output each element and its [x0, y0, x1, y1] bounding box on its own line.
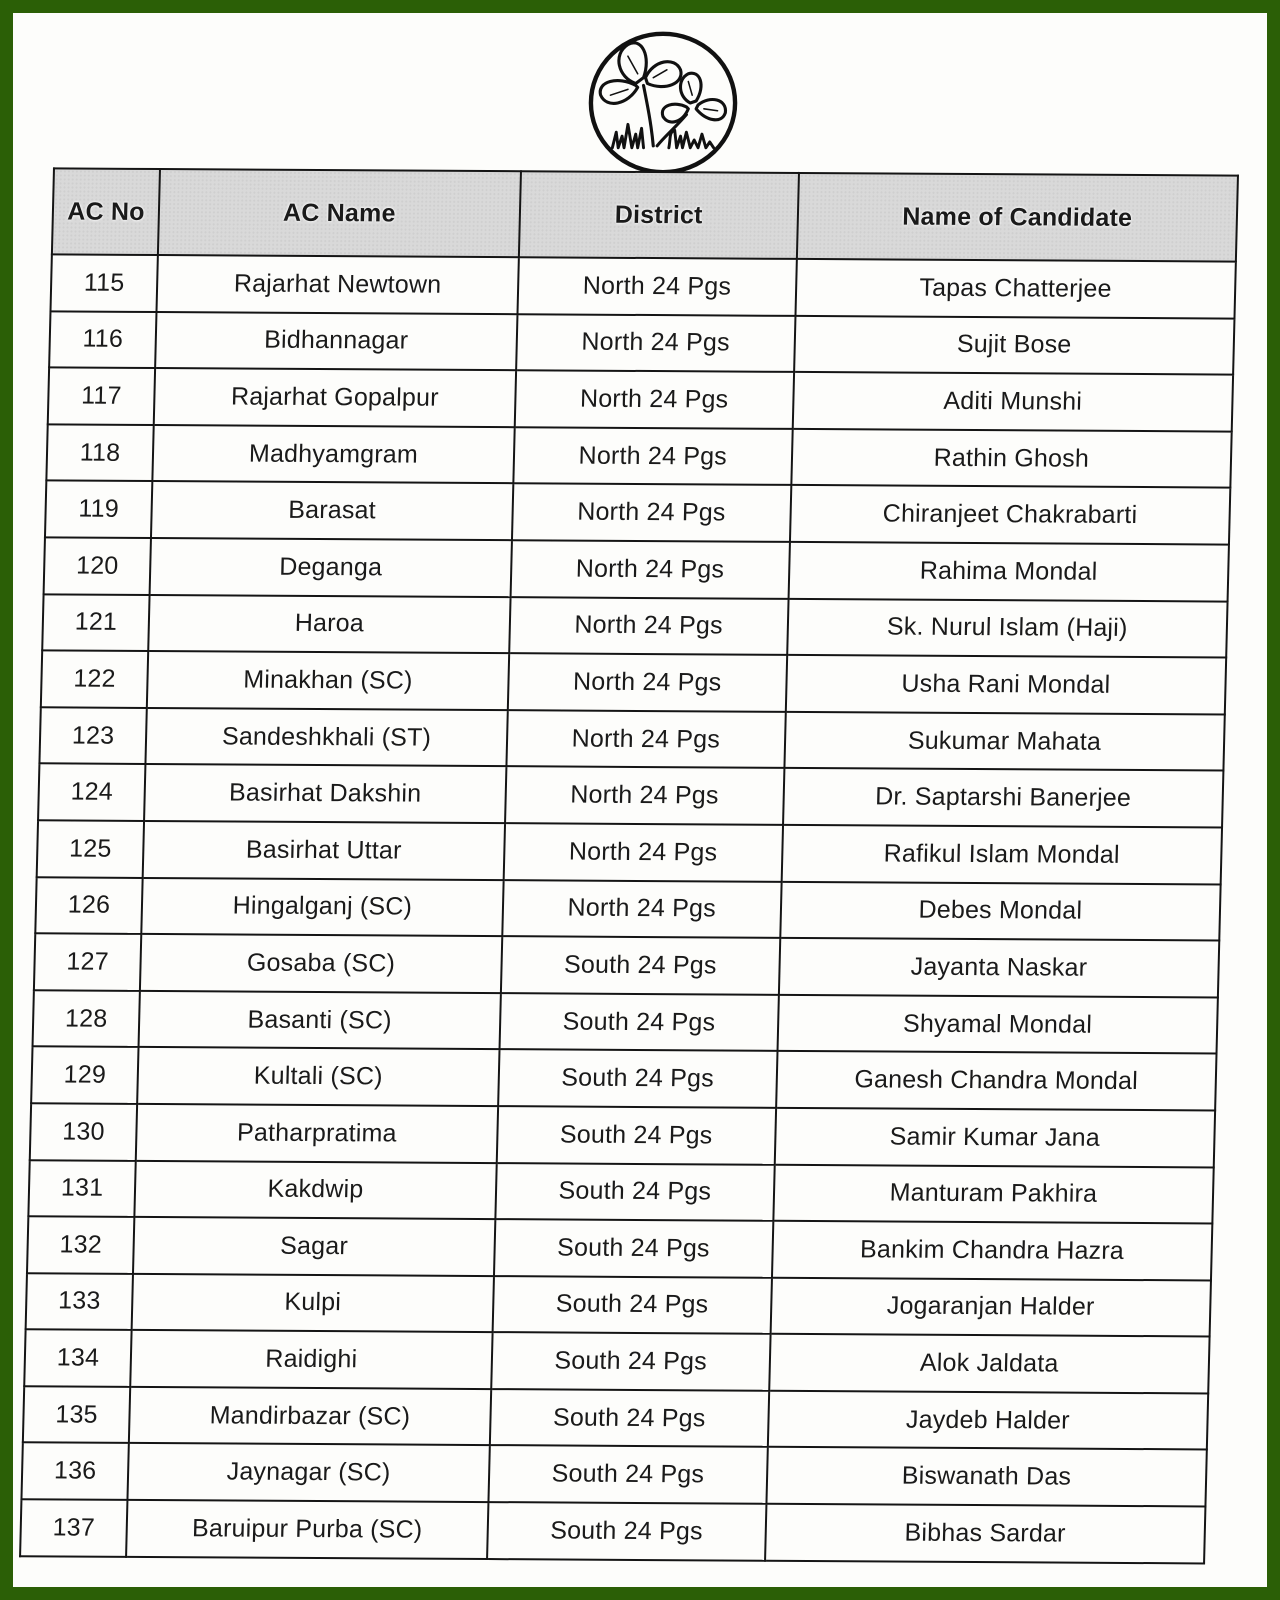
cell-district: North 24 Pgs: [503, 823, 782, 881]
cell-ac-name: Rajarhat Newtown: [157, 255, 519, 314]
cell-ac-name: Jaynagar (SC): [128, 1443, 490, 1502]
cell-ac-no: 121: [42, 594, 149, 651]
cell-candidate: Rahima Mondal: [788, 542, 1229, 601]
cell-ac-no: 130: [30, 1103, 137, 1160]
cell-candidate: Rafikul Islam Mondal: [781, 825, 1222, 884]
cell-candidate: Alok Jaldata: [769, 1334, 1210, 1393]
table-row: [23, 1386, 1208, 1450]
cell-ac-name: Raidighi: [130, 1330, 492, 1389]
cell-ac-name: Madhyamgram: [152, 425, 514, 484]
table-header-row: [52, 168, 1238, 261]
cell-candidate: Samir Kumar Jana: [774, 1108, 1215, 1167]
cell-ac-no: 124: [38, 764, 145, 821]
cell-district: South 24 Pgs: [487, 1502, 766, 1561]
table-row: [48, 368, 1233, 432]
table-row: [31, 1047, 1216, 1111]
document-page: [13, 13, 1267, 1587]
cell-district: North 24 Pgs: [515, 370, 794, 428]
cell-district: South 24 Pgs: [491, 1332, 770, 1390]
cell-ac-name: Patharpratima: [136, 1104, 498, 1163]
cell-ac-no: 125: [37, 820, 144, 877]
cell-district: North 24 Pgs: [510, 540, 789, 598]
cell-district: South 24 Pgs: [495, 1163, 774, 1221]
cell-ac-name: Kakdwip: [134, 1160, 496, 1219]
column-header-ac-no: AC No: [52, 168, 160, 255]
cell-candidate: Usha Rani Mondal: [786, 655, 1227, 714]
table-row: [26, 1273, 1211, 1337]
cell-ac-no: 115: [51, 254, 158, 311]
table-row: [37, 820, 1222, 884]
cell-ac-name: Bidhannagar: [155, 312, 517, 371]
table-body: [20, 254, 1236, 1563]
table-row: [27, 1216, 1212, 1280]
cell-ac-no: 119: [45, 481, 152, 538]
table-row: [35, 877, 1220, 941]
table-row: [41, 650, 1226, 714]
cell-ac-no: 133: [26, 1273, 133, 1330]
table-row: [30, 1103, 1215, 1167]
table-row: [33, 990, 1218, 1054]
cell-candidate: Sukumar Mahata: [784, 712, 1225, 771]
cell-district: North 24 Pgs: [513, 427, 792, 485]
cell-candidate: Shyamal Mondal: [777, 995, 1218, 1054]
cell-ac-name: Kulpi: [132, 1274, 494, 1333]
cell-ac-name: Minakhan (SC): [147, 651, 509, 710]
cell-ac-no: 132: [27, 1216, 134, 1273]
table-row: [45, 481, 1230, 545]
cell-ac-name: Kultali (SC): [137, 1047, 499, 1106]
column-header-ac-name: AC Name: [158, 169, 521, 257]
cell-district: South 24 Pgs: [490, 1389, 769, 1447]
cell-district: South 24 Pgs: [494, 1219, 773, 1277]
table-row: [34, 933, 1219, 997]
cell-district: North 24 Pgs: [509, 597, 788, 655]
cell-candidate: Bibhas Sardar: [765, 1504, 1206, 1564]
cell-ac-no: 117: [48, 368, 155, 425]
table-row: [21, 1443, 1206, 1507]
cell-district: North 24 Pgs: [517, 257, 796, 315]
cell-district: North 24 Pgs: [505, 767, 784, 825]
cell-ac-no: 126: [35, 877, 142, 934]
cell-district: South 24 Pgs: [488, 1446, 767, 1504]
cell-ac-no: 131: [28, 1160, 135, 1217]
cell-candidate: Sk. Nurul Islam (Haji): [787, 598, 1228, 657]
table-row: [20, 1499, 1205, 1563]
cell-candidate: Ganesh Chandra Mondal: [776, 1051, 1217, 1110]
cell-district: North 24 Pgs: [508, 653, 787, 711]
table-row: [24, 1330, 1209, 1394]
cell-district: South 24 Pgs: [498, 1049, 777, 1107]
cell-district: South 24 Pgs: [497, 1106, 776, 1164]
cell-candidate: Bankim Chandra Hazra: [772, 1221, 1213, 1280]
cell-ac-no: 136: [21, 1443, 128, 1500]
table-row: [46, 424, 1231, 488]
cell-ac-no: 137: [20, 1499, 127, 1557]
cell-district: South 24 Pgs: [499, 993, 778, 1051]
cell-candidate: Debes Mondal: [780, 881, 1221, 940]
cell-ac-name: Sandeshkhali (ST): [146, 708, 508, 767]
cell-ac-name: Sagar: [133, 1217, 495, 1276]
cell-candidate: Biswanath Das: [766, 1447, 1207, 1506]
cell-district: North 24 Pgs: [502, 880, 781, 938]
cell-ac-name: Barasat: [151, 481, 513, 540]
cell-ac-name: Basanti (SC): [139, 991, 501, 1050]
cell-candidate: Rathin Ghosh: [791, 429, 1232, 488]
cell-ac-name: Basirhat Uttar: [143, 821, 505, 880]
party-logo-icon: [585, 27, 741, 177]
table-row: [42, 594, 1227, 658]
table-row: [51, 254, 1236, 318]
cell-ac-name: Basirhat Dakshin: [144, 764, 506, 823]
cell-candidate: Tapas Chatterjee: [795, 259, 1236, 318]
cell-candidate: Manturam Pakhira: [773, 1164, 1214, 1223]
table-row: [49, 311, 1234, 375]
cell-ac-no: 120: [44, 537, 151, 594]
cell-district: North 24 Pgs: [512, 484, 791, 542]
cell-ac-name: Rajarhat Gopalpur: [154, 368, 516, 427]
table-row: [38, 764, 1223, 828]
cell-ac-name: Gosaba (SC): [140, 934, 502, 993]
cell-candidate: Aditi Munshi: [792, 372, 1233, 431]
candidate-table: [19, 167, 1239, 1564]
cell-ac-name: Mandirbazar (SC): [129, 1387, 491, 1446]
cell-district: South 24 Pgs: [501, 936, 780, 994]
cell-ac-no: 123: [39, 707, 146, 764]
cell-ac-no: 122: [41, 650, 148, 707]
table-row: [39, 707, 1224, 771]
table-row: [28, 1160, 1213, 1224]
cell-ac-no: 116: [49, 311, 156, 368]
column-header-candidate: Name of Candidate: [797, 173, 1238, 262]
cell-district: North 24 Pgs: [506, 710, 785, 768]
cell-candidate: Jayanta Naskar: [779, 938, 1220, 997]
cell-ac-name: Hingalganj (SC): [141, 877, 503, 936]
cell-district: North 24 Pgs: [516, 314, 795, 372]
cell-candidate: Chiranjeet Chakrabarti: [790, 485, 1231, 544]
cell-candidate: Dr. Saptarshi Banerjee: [783, 768, 1224, 827]
candidate-list-sheet: [19, 167, 1239, 1564]
cell-ac-no: 134: [24, 1330, 131, 1387]
cell-candidate: Jaydeb Halder: [768, 1391, 1209, 1450]
cell-candidate: Sujit Bose: [794, 316, 1235, 375]
cell-district: South 24 Pgs: [492, 1276, 771, 1334]
table-row: [44, 537, 1229, 601]
cell-ac-name: Baruipur Purba (SC): [126, 1500, 488, 1559]
cell-ac-no: 127: [34, 933, 141, 990]
cell-ac-no: 135: [23, 1386, 130, 1443]
cell-ac-no: 129: [31, 1047, 138, 1104]
cell-ac-name: Deganga: [150, 538, 512, 597]
cell-ac-no: 118: [46, 424, 153, 481]
cell-candidate: Jogaranjan Halder: [770, 1277, 1211, 1336]
cell-ac-name: Haroa: [148, 595, 510, 654]
cell-ac-no: 128: [33, 990, 140, 1047]
column-header-district: District: [519, 171, 799, 259]
